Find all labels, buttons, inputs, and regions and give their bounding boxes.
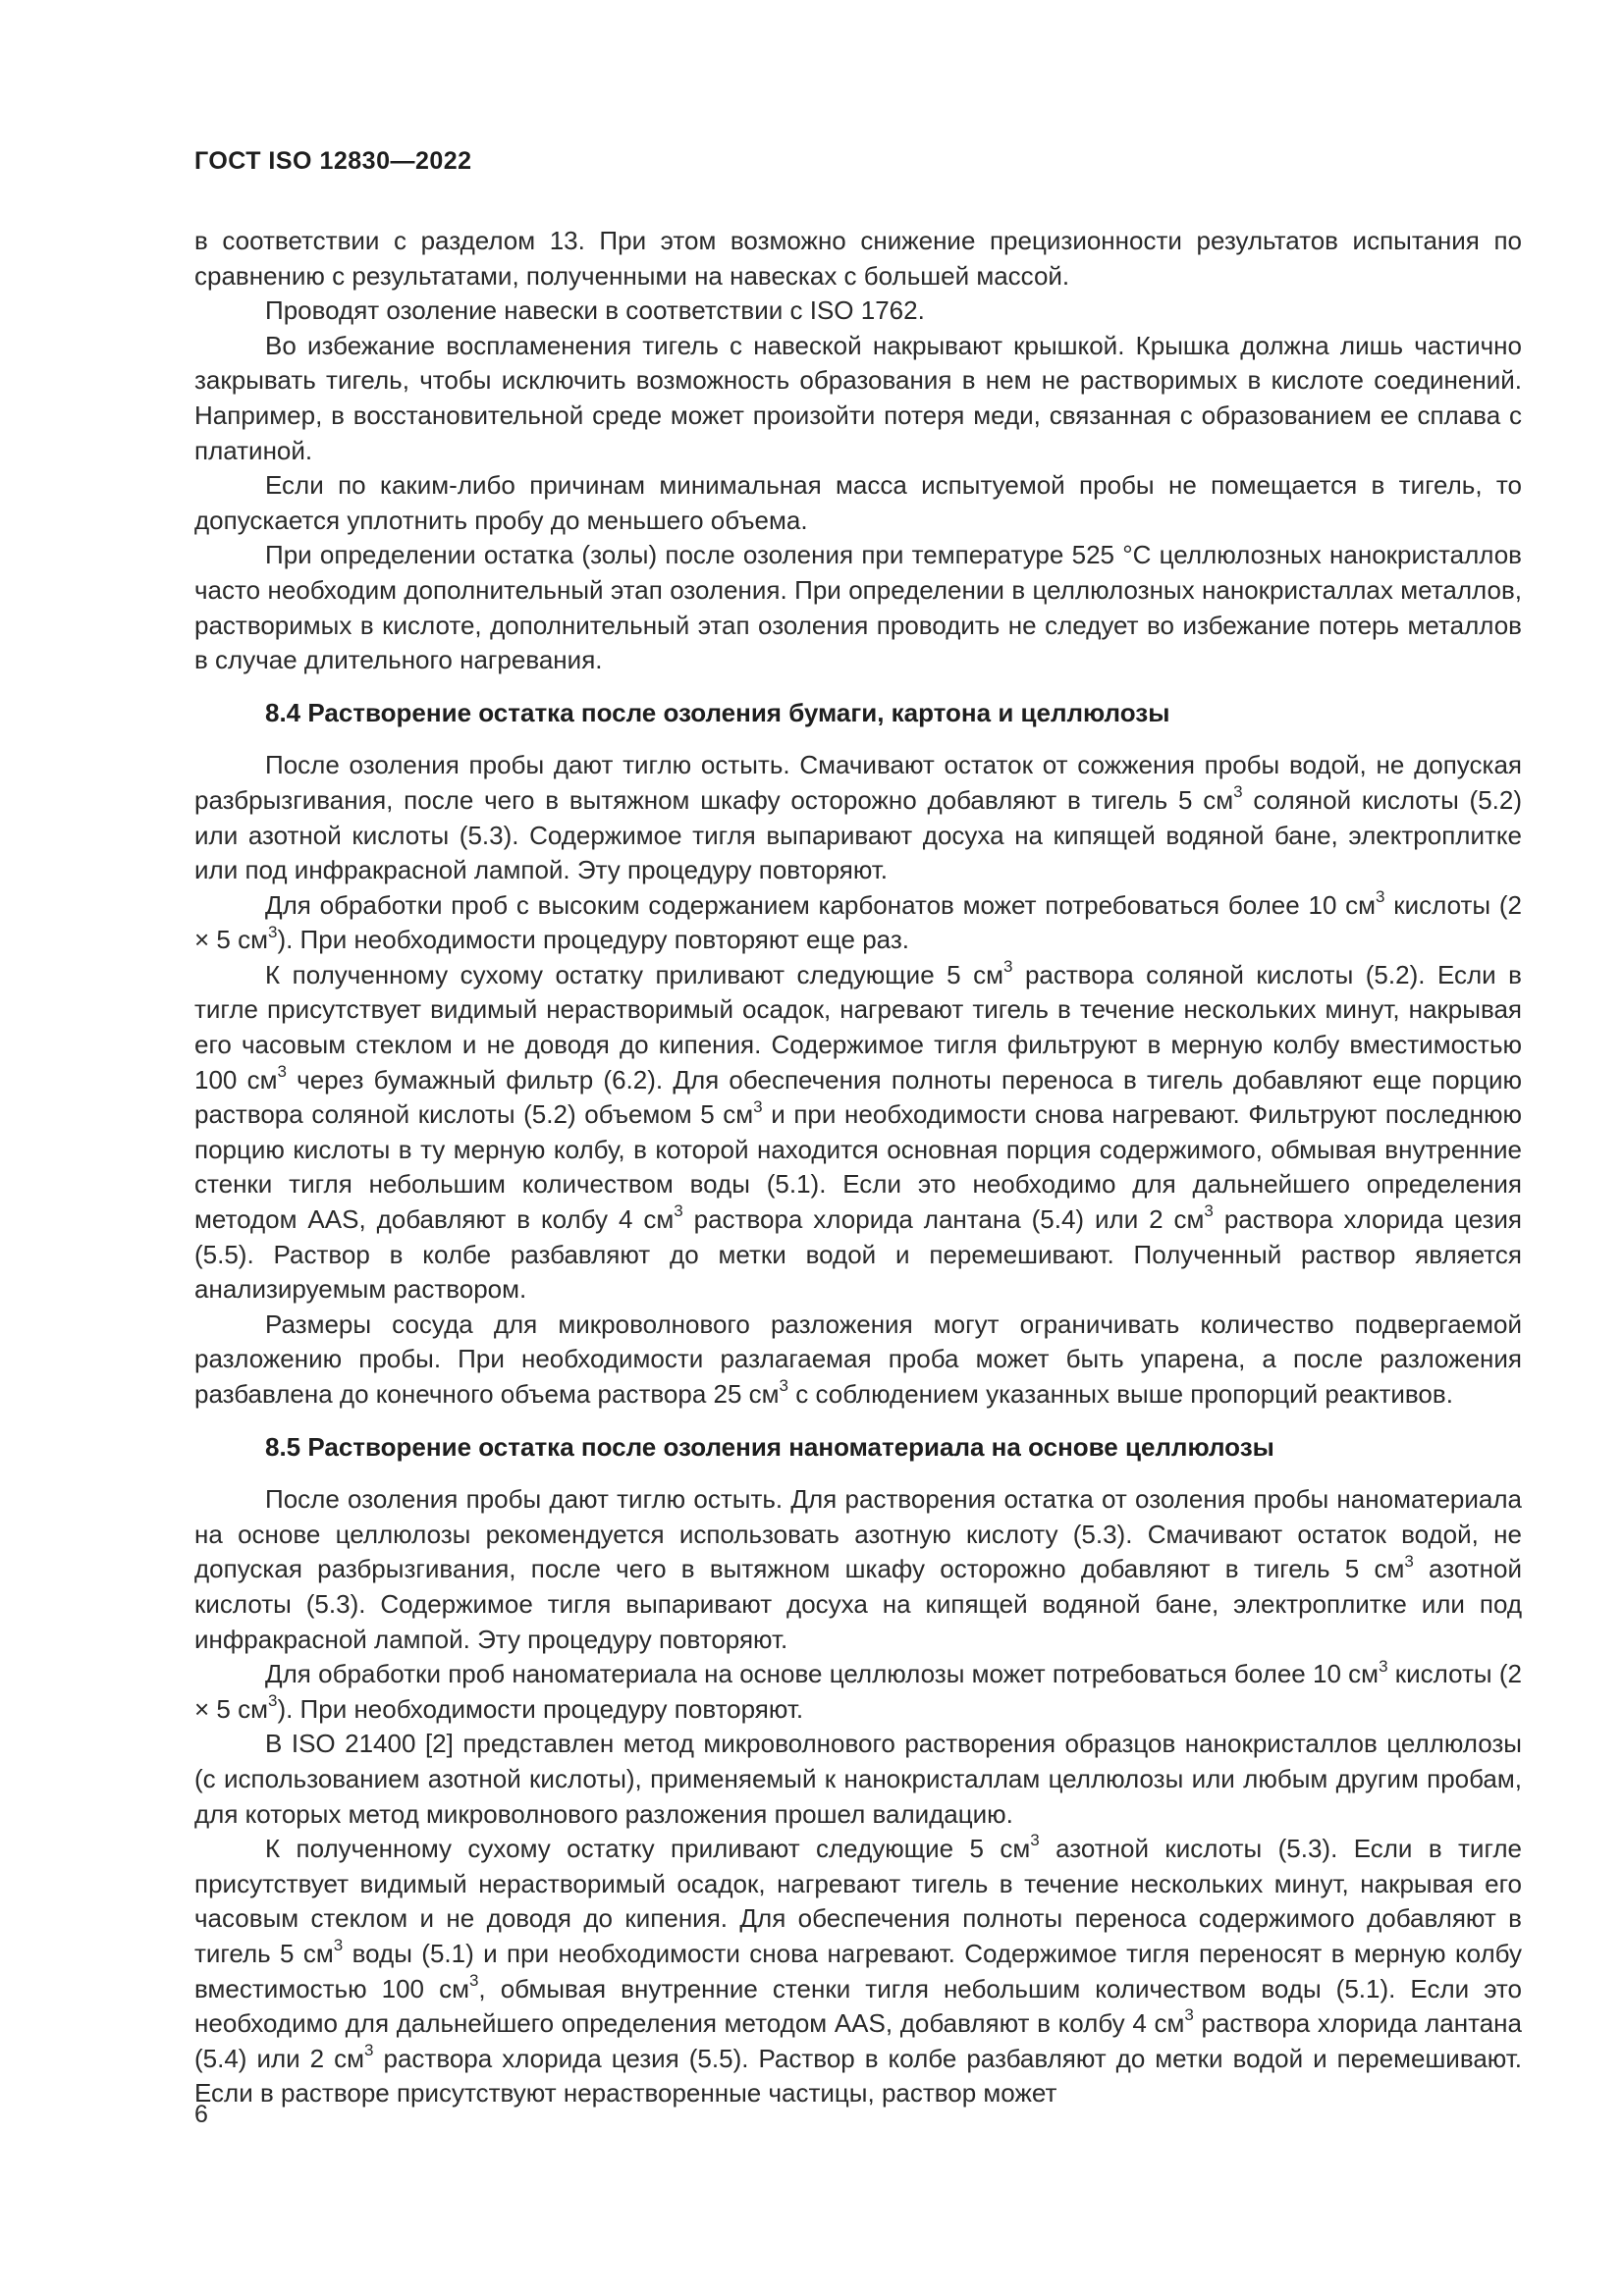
paragraph: После озоления пробы дают тиглю остыть. Смачивают остаток от сожжения пробы водой, не допуская разбрызгивания, после чего в вытяжном шкафу осторожно добавляют в тигель 5 $см^3$ соляной кислоты (5.2) или азотной кислоты (5.3). Содержимое тигля выпаривают досуха на кипящей водяной бане, электроплитке или под инфракрасной лампой. Эту процедуру повторяют. (194, 750, 1523, 885)
paragraph: Размеры сосуда для микроволнового разложения могут ограничивать количество подвергаемой разложению пробы. При необходимости разлагаемая проба может быть упарена, а после разложения разбавлена до конечного объема раствора 25 $см^3$ с соблюдением указанных выше пропорций реактивов. (194, 1308, 1522, 1409)
paragraph: Если по каким-либо причинам минимальная масса испытуемой пробы не помещается в тигель, то допускается уплотнить пробу до меньшего объема. (194, 470, 1522, 535)
paragraph: К полученному сухому остатку приливают следующие 5 $см^3$ раствора соляной кислоты (5.2). Если в тигле присутствует видимый нерастворимый осадок, нагревают тигель в течение нескольких минут, накрывая его часовым стеклом и не доводя до кипения. Содержимое тигля фильтруют в мерную колбу вместимостью 100 $см^3$ через бумажный фильтр (6.2). Для обеспечения полноты переноса в тигель добавляют еще порцию раствора соляной кислоты (5.2) объемом 5 $см^3$ и при необходимости снова нагревают. Фильтруют последнюю порцию кислоты в ту мерную колбу, в которой находится основная порция содержимого, обмывая внутренние стенки тигля небольшим количеством воды (5.1). Если это необходимо для дальнейшего определения методом AAS, добавляют в колбу 4 $см^3$ раствора хлорида лантана (5.4) или 2 $см^3$ раствора хлорида цезия (5.5). Раствор в колбе разбавляют до метки водой и перемешивают. Полученный раствор является анализируемым раствором. (194, 957, 1522, 1305)
paragraph: Для обработки проб наноматериала на основе целлюлозы может потребоваться более 10 $см^3$ кислоты (2 × 5 $см^3$). При необходимости процедуру повторяют. (194, 1656, 1522, 1724)
paragraph: Для обработки проб с высоким содержанием карбонатов может потребоваться более 10 $см^3$ кислоты (2 × 5 $см^3$). При необходимости процедуру повторяют еще раз. (194, 887, 1522, 955)
paragraph: Проводят озоление навески в соответствии с ISO 1762. (265, 295, 925, 326)
page-number: 6 (194, 2101, 208, 2128)
paragraph: Во избежание воспламенения тигель с навеской накрывают крышкой. Крышка должна лишь частично закрывать тигель, чтобы исключить возможность образования в нем не растворимых в кислоте соединений. Например, в восстановительной среде может произойти потеря меди, связанная с образованием ее сплава с платиной. (194, 330, 1522, 465)
paragraph: В ISO 21400 [2] представлен метод микроволнового растворения образцов нанокристаллов целлюлозы (с использованием азотной кислоты), применяемый к нанокристаллам целлюлозы или любым другим пробам, для которых метод микроволнового разложения прошел валидацию. (194, 1729, 1522, 1829)
paragraph: К полученному сухому остатку приливают следующие 5 $см^3$ азотной кислоты (5.3). Если в тигле присутствует видимый нерастворимый осадок, нагревают тигель в течение нескольких минут, накрывая его часовым стеклом и не доводя до кипения. Для обеспечения полноты переноса содержимого добавляют в тигель 5 $см^3$ воды (5.1) и при необходимости снова нагревают. Содержимое тигля переносят в мерную колбу вместимостью 100 $см^3$, обмывая внутренние стенки тигля небольшим количеством воды (5.1). Если это необходимо для дальнейшего определения методом AAS, добавляют в колбу 4 $см^3$ раствора хлорида лантана (5.4) или 2 $см^3$ раствора хлорида цезия (5.5). Раствор в колбе разбавляют до метки водой и перемешивают. Если в растворе присутствуют нерастворенные частицы, раствор может (194, 1831, 1522, 2109)
section-heading-8-4: 8.4 Растворение остатка после озоления бумаги, картона и целлюлозы (265, 697, 1170, 727)
document-body (194, 224, 1522, 2111)
paragraph: в соответствии с разделом 13. При этом возможно снижение прецизионности результатов испытания по сравнению с результатами, полученными на навесках с большей массой. (194, 226, 1522, 291)
paragraph: При определении остатка (золы) после озоления при температуре 525 °С целлюлозных нанокристаллов часто необходим дополнительный этап озоления. При определении в целлюлозных нанокристаллах металлов, растворимых в кислоте, дополнительный этап озоления проводить не следует во избежание потерь металлов в случае длительного нагревания. (194, 540, 1522, 675)
document-header: ГОСТ ISO 12830—2022 (194, 147, 472, 175)
section-heading-8-5: 8.5 Растворение остатка после озоления наноматериала на основе целлюлозы (265, 1431, 1274, 1462)
paragraph: После озоления пробы дают тиглю остыть. Для растворения остатка от озоления пробы наноматериала на основе целлюлозы рекомендуется использовать азотную кислоту (5.3). Смачивают остаток водой, не допуская разбрызгивания, после чего в вытяжном шкафу осторожно добавляют в тигель 5 $см^3$ азотной кислоты (5.3). Содержимое тигля выпаривают досуха на кипящей водяной бане, электроплитке или под инфракрасной лампой. Эту процедуру повторяют. (194, 1484, 1522, 1654)
